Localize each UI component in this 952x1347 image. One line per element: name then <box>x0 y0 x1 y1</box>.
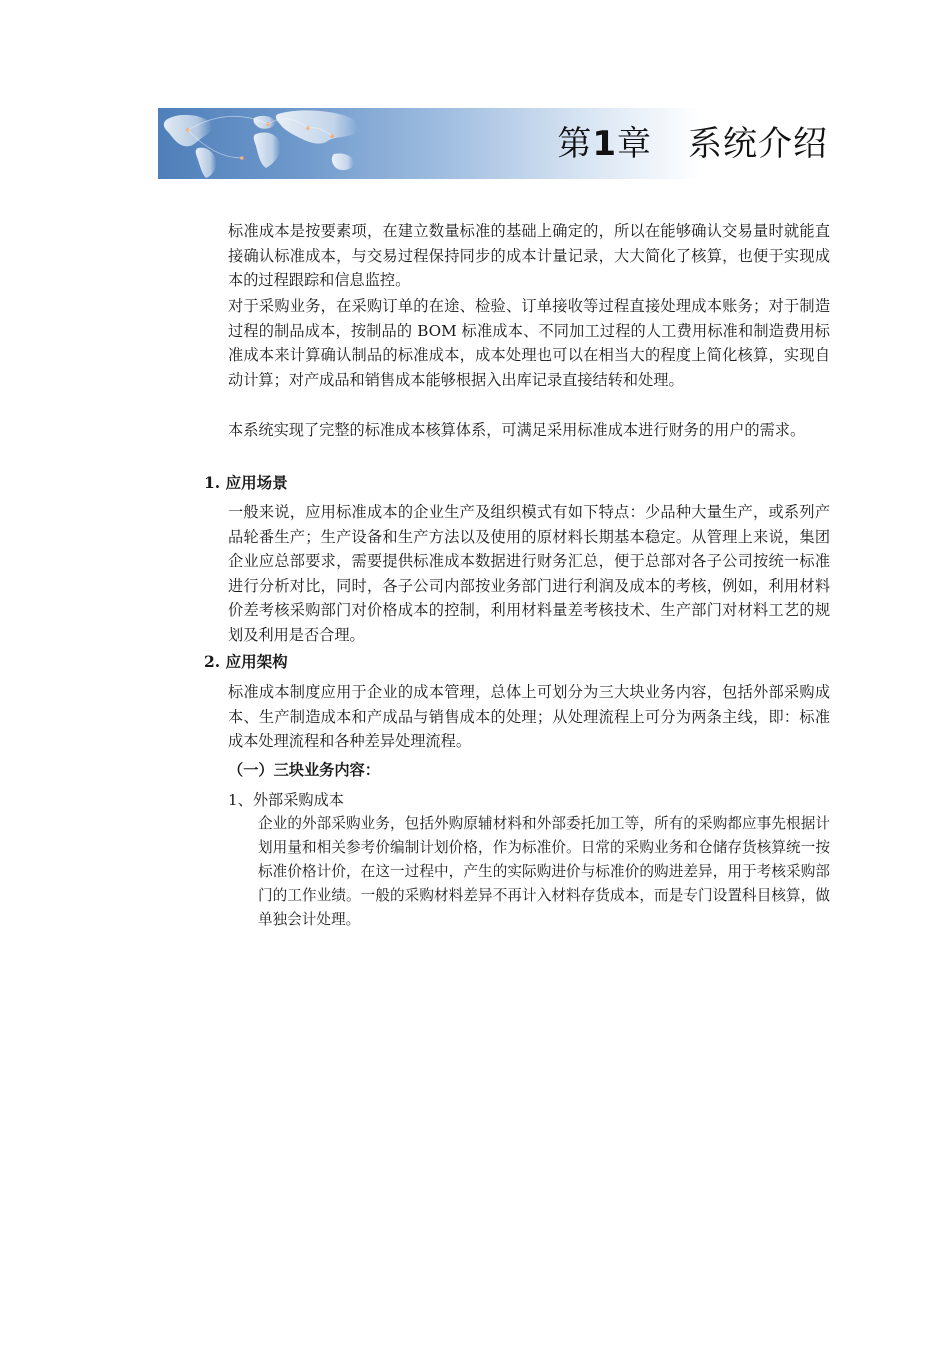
item-label-external-purchase: 1、外部采购成本 <box>228 791 344 809</box>
scenarios-paragraph: 一般来说，应用标准成本的企业生产及组织模式有如下特点：少品种大量生产，或系列产品轮番生产；生产设备和生产方法以及使用的原材料长期基本稳定。从管理上来说，集团企业应总部要求，需要提供标准成本数据进行财务汇总，便于总部对各子公司按统一标准进行分析对比，同时，各子公司内部按业务部门进行利润及成本的考核，例如，利用材料价差考核采购部门对价格成本的控制，利用材料量差考核技术、生产部门对材料工艺的规划及利用是否合理。 <box>228 503 830 644</box>
section-heading-scenarios: 1. 应用场景 <box>204 473 288 492</box>
architecture-paragraph: 标准成本制度应用于企业的成本管理，总体上可划分为三大块业务内容，包括外部采购成本、生产制造成本和产成品与销售成本的处理；从处理流程上可分为两条主线，即：标准成本处理流程和各种差异处理流程。 <box>228 683 830 750</box>
world-map-graphic <box>158 108 488 179</box>
chapter-name: 系统介绍 <box>688 124 828 164</box>
external-purchase-paragraph: 企业的外部采购业务，包括外购原辅材料和外部委托加工等，所有的采购都应事先根据计划用量和相关参考价编制计划价格，作为标准价。日常的采购业务和仓储存货核算统一按标准价格计价，在这一过程中，产生的实际购进价与标准价的购进差异，用于考核采购部门的工作业绩。一般的采购材料差异不再计入材料存货成本，而是专门设置科目核算，做单独会计处理。 <box>258 815 830 928</box>
chapter-number: 1 <box>592 124 617 164</box>
chapter-suffix: 章 <box>617 124 652 164</box>
chapter-prefix: 第 <box>557 124 593 164</box>
chapter-banner <box>158 108 838 179</box>
intro-paragraph-3: 本系统实现了完整的标准成本核算体系，可满足采用标准成本进行财务的用户的需求。 <box>228 421 806 439</box>
intro-paragraph-1: 标准成本是按要素项，在建立数量标准的基础上确定的，所以在能够确认交易量时就能直接确认标准成本，与交易过程保持同步的成本计量记录，大大简化了核算，也便于实现成本的过程跟踪和信息监控。 <box>228 222 830 289</box>
section-heading-architecture: 2. 应用架构 <box>204 652 288 671</box>
subheading-three-business: （一）三块业务内容： <box>228 761 380 779</box>
chapter-title <box>557 122 828 166</box>
intro-paragraph-2: 对于采购业务，在采购订单的在途、检验、订单接收等过程直接处理成本账务；对于制造过程的制品成本，按制品的 BOM 标准成本、不同加工过程的人工费用标准和制造费用标准成本来计算确认制品的标准成本，成本处理也可以在相当大的程度上简化核算，实现自动计算；对产成品和销售成本能够根据入出库记录直接结转和处理。 <box>228 297 830 389</box>
